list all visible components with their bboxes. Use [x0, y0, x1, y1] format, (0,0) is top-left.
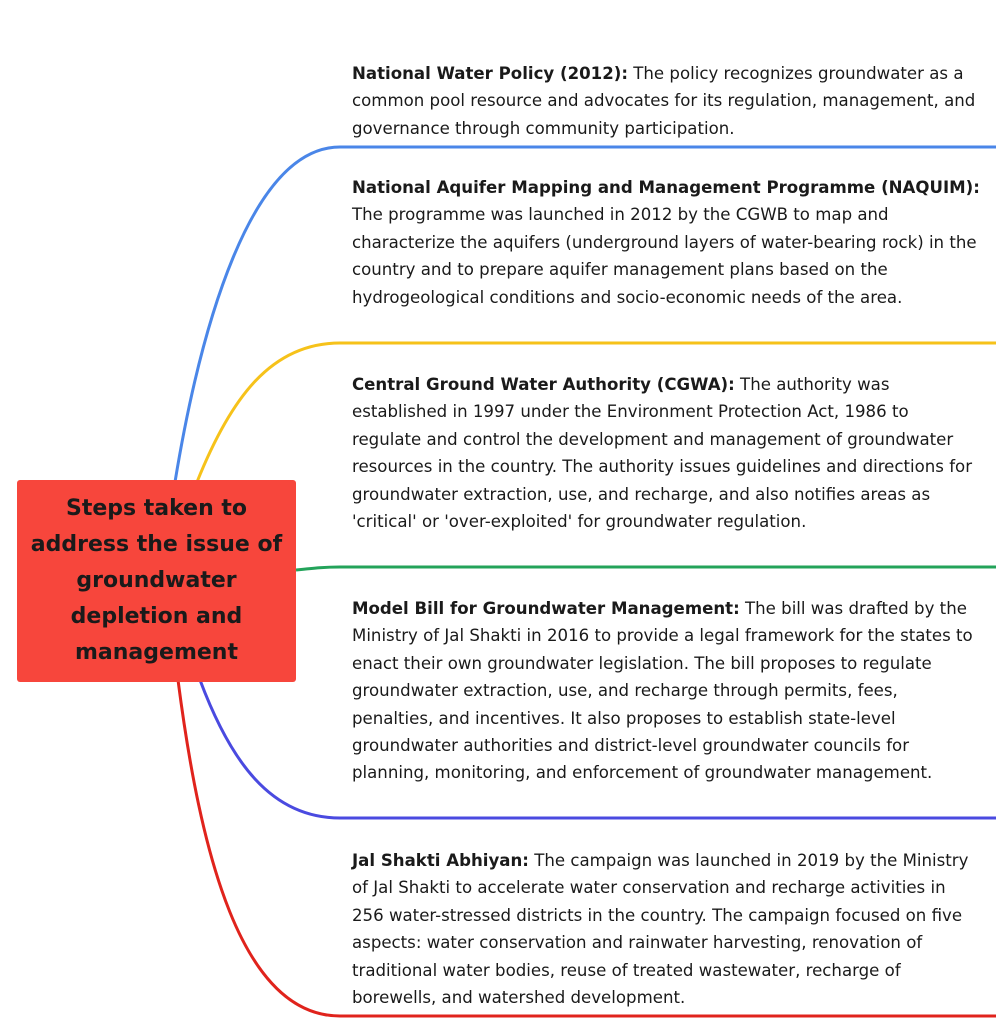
branch-body: The programme was launched in 2012 by the CGWB to map and characterize the aquifers (underground layers of water-bearing rock) in the country and to prepare aquifer management plans based on the hydrogeological conditions and socio-economic needs of the area.: [352, 205, 977, 307]
branch-body: The bill was drafted by the Ministry of Jal Shakti in 2016 to provide a legal framework for the states to enact their own groundwater legislation. The bill proposes to regulate groundwater extraction, use, and recharge through permits, fees, penalties, and incentives. It also proposes to establish state-level groundwater authorities and district-level groundwater councils for planning, monitoring, and enforcement of groundwater management.: [352, 599, 973, 783]
branch-title: Model Bill for Groundwater Management:: [352, 599, 740, 618]
branch-title: Jal Shakti Abhiyan:: [352, 851, 529, 870]
branch-title: Central Ground Water Authority (CGWA):: [352, 375, 735, 394]
branch-title: National Aquifer Mapping and Management Programme (NAQUIM):: [352, 178, 980, 197]
branch-body: The policy recognizes groundwater as a common pool resource and advocates for its regulation, management, and governance through community participation.: [352, 64, 976, 138]
branch-body: The authority was established in 1997 under the Environment Protection Act, 1986 to regulate and control the development and management of groundwater resources in the country. The authority issues guidelines and directions for groundwater extraction, use, and recharge, and also notifies areas as 'critical' or 'over-exploited' for groundwater regulation.: [352, 375, 973, 532]
branch-naquim: [352, 174, 982, 311]
branch-title: National Water Policy (2012):: [352, 64, 628, 83]
branch-model-bill: [352, 595, 982, 787]
branch-body: The campaign was launched in 2019 by the Ministry of Jal Shakti to accelerate water conservation and recharge activities in 256 water-stressed districts in the country. The campaign focused on five aspects: water conservation and rainwater harvesting, renovation of traditional water bodies, reuse of treated wastewater, recharge of borewells, and watershed development.: [352, 851, 969, 1008]
branch-cgwa: [352, 371, 982, 535]
central-topic-text: Steps taken to address the issue of groundwater depletion and management: [30, 496, 283, 665]
central-topic: [17, 480, 296, 682]
branch-jal-shakti-abhiyan: [352, 847, 982, 1011]
branch-national-water-policy: [352, 60, 982, 142]
connector-cgwa: [296, 567, 996, 570]
